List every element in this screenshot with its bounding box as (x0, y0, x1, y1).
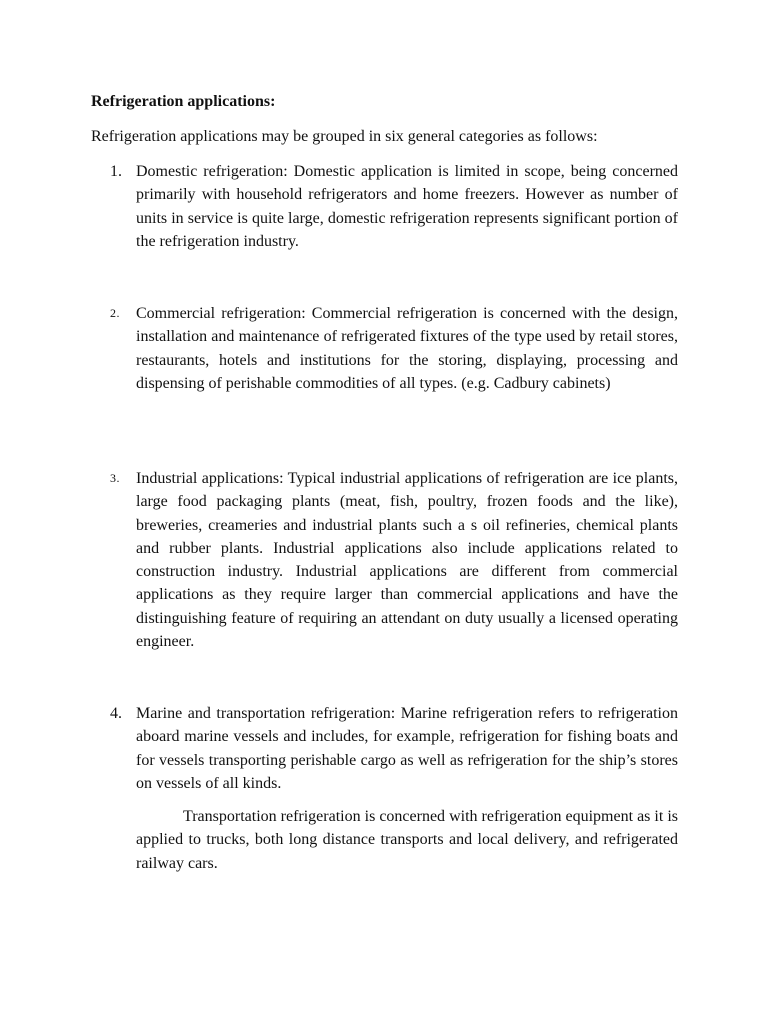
list-item-text: Commercial refrigeration: Commercial refrigeration is concerned with the design, installation and maintenance of refrigerated fixtures of the type used by retail stores, restaurants, hotels and institutions for the storing, displaying, processing and dispensing of perishable commodities of all types. (e.g. Cadbury cabinets) (136, 305, 678, 392)
list-item-number: 1. (110, 163, 122, 180)
transportation-paragraph: Transportation refrigeration is concerned with refrigeration equipment as it is applied to trucks, both long distance transports and local delivery, and refrigerated railway cars. (136, 808, 678, 872)
intro-paragraph: Refrigeration applications may be grouped in six general categories as follows: (91, 128, 598, 145)
list-item-text: Marine and transportation refrigeration: Marine refrigeration refers to refrigeration aboard marine vessels and includes, for example, refrigeration for fishing boats and for vessels transporting perishable cargo as well as refrigeration for the ship’s stores on vessels of all kinds. (136, 705, 678, 792)
list-item-industrial (110, 467, 678, 653)
list-item-text: Industrial applications: Typical industrial applications of refrigeration are ice plants, large food packaging plants (meat, fish, poultry, frozen foods and the like), breweries, creameries and industrial plants such a s oil refineries, chemical plants and rubber plants. Industrial applications also include applications related to construction industry. Industrial applications are different from commercial applications as they require larger than commercial applications and have the distinguishing feature of requiring an attendant on duty usually a licensed operating engineer. (136, 470, 678, 651)
list-item-number: 3. (110, 471, 120, 485)
list-item-domestic (110, 160, 678, 253)
list-item-text: Domestic refrigeration: Domestic application is limited in scope, being concerned primarily with household refrigerators and home freezers. However as number of units in service is quite large, domestic refrigeration represents significant portion of the refrigeration industry. (136, 163, 678, 250)
list-item-number: 2. (110, 306, 120, 320)
list-item-marine (110, 702, 678, 795)
section-heading: Refrigeration applications: (91, 93, 276, 110)
list-item-commercial (110, 302, 678, 395)
list-item-number: 4. (110, 705, 122, 722)
